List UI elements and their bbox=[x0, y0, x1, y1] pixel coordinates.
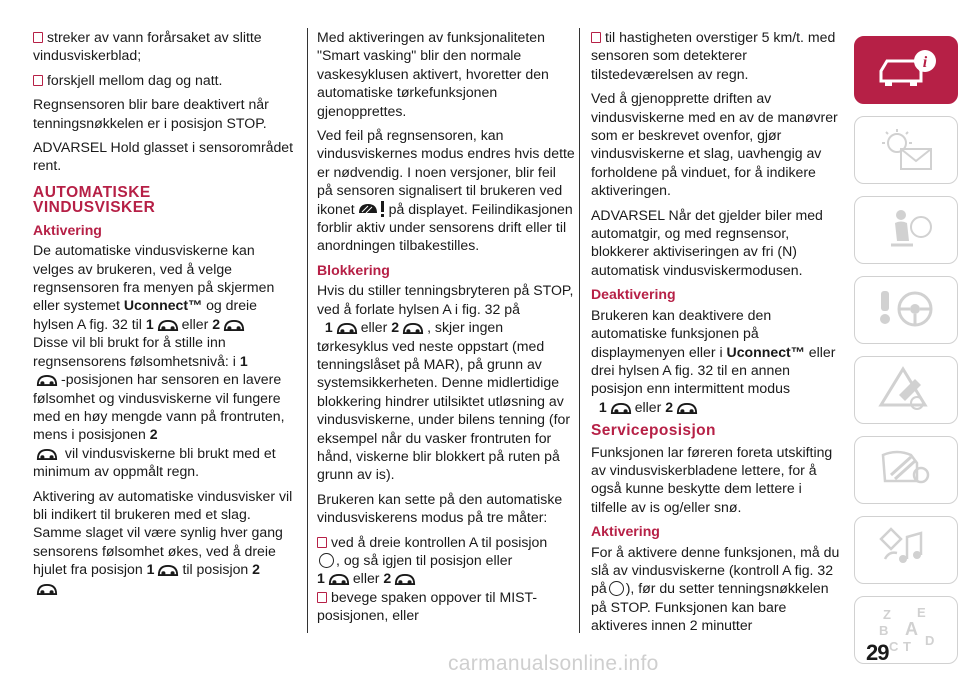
paragraph: Funksjonen lar føreren foreta utskifting av vindusviskerbladene lettere, for å også kunne beskytte dem lettere i tilfelle av is og/eller snø. bbox=[591, 443, 833, 515]
subheading-blokkering: Blokkering bbox=[317, 261, 390, 278]
warning-paragraph: ADVARSEL Når det gjelder biler med automatgir, og med regnsensor, blokkerer aktiviseringen av fri (N) automatisk vindusviskermodusen. bbox=[591, 206, 823, 278]
bullet-text: streker av vann forårsaket av slitte vindusviskerblad; bbox=[33, 29, 262, 64]
checkbox-bullet-icon bbox=[591, 32, 601, 43]
page-number: 29 bbox=[866, 640, 889, 665]
position-circle-icon bbox=[609, 581, 624, 596]
bullet-item: bevege spaken oppover til MIST-posisjonen, eller bbox=[317, 588, 538, 624]
tab-maintenance[interactable] bbox=[854, 436, 958, 504]
paragraph: Ved feil på regnsensoren, kan vindusviskernes modus endres hvis dette er nødvendig. I noen versjoner, blir feil på sensoren signalisert til brukeren ved ikonet på displayet. Feilindikasjonen forblir aktiv under sensorens drift eller til anordningen tilbakestilles. bbox=[317, 127, 575, 254]
index-letter: B bbox=[879, 623, 889, 638]
column-1 bbox=[33, 28, 295, 603]
checkbox-bullet-icon bbox=[317, 592, 327, 603]
tab-warning-lights[interactable] bbox=[854, 116, 958, 184]
tab-multimedia[interactable] bbox=[854, 516, 958, 584]
tab-car-info[interactable] bbox=[854, 36, 958, 104]
checkbox-bullet-icon bbox=[33, 75, 43, 86]
paragraph: For å aktivere denne funksjonen, må du slå av vindusviskerne (kontroll A fig. 32 på ), før du setter tenningsnøkkelen på STOP. Funksjonen kan bare aktiveres innen 2 minutter bbox=[591, 543, 840, 634]
wiper-sensitivity-icon bbox=[676, 402, 698, 415]
subheading-aktivering: Aktivering bbox=[591, 523, 660, 540]
position-circle-icon bbox=[319, 553, 334, 568]
wiper-sensitivity-icon bbox=[36, 583, 58, 596]
svg-text:i: i bbox=[922, 54, 928, 71]
bullet-item: til hastigheten overstiger 5 km/t. med sensoren som detekterer tilstedeværelsen av regn. bbox=[591, 29, 836, 82]
bullet-item bbox=[33, 71, 295, 89]
rain-sensor-fault-icon bbox=[357, 200, 387, 218]
wiper-sensitivity-icon bbox=[36, 374, 58, 387]
warning-lights-icon bbox=[877, 125, 941, 175]
wiper-sensitivity-icon bbox=[610, 402, 632, 415]
paragraph: Med aktiveringen av funksjonaliteten "Smart vasking" blir den normale vaskesyklusen aktivert, hvoretter den automatiske tørkefunksjonen gjenopprettes. bbox=[317, 29, 549, 119]
bullet-item: ved å dreie kontrollen A til posisjon , og så igjen til posisjon eller 1 eller 2 bbox=[317, 533, 548, 587]
car-info-icon bbox=[877, 45, 941, 95]
maintenance-icon bbox=[877, 445, 941, 495]
index-letter: E bbox=[917, 605, 926, 620]
warning-paragraph: ADVARSEL Hold glasset i sensorområdet rent. bbox=[33, 139, 294, 174]
wiper-sensitivity-icon bbox=[402, 322, 424, 335]
index-letter: Z bbox=[883, 607, 891, 622]
column-divider bbox=[307, 28, 308, 633]
paragraph: Brukeren kan sette på den automatiske vindusviskerens modus på tre måter: bbox=[317, 490, 563, 526]
tab-driving[interactable] bbox=[854, 276, 958, 344]
paragraph: Aktivering av automatiske vindusvisker vil bli indikert til brukeren med et slag. Samme slaget vil være synlig hver gang sensorens følsomhet økes, ved å dreie hjulet fra posisjon 1 til posisjon 2 bbox=[33, 487, 295, 597]
watermark-text: carmanualsonline.info bbox=[448, 652, 659, 675]
bullet-text: forskjell mellom dag og natt. bbox=[47, 71, 223, 88]
wiper-sensitivity-icon bbox=[157, 319, 179, 332]
emergency-icon bbox=[877, 365, 941, 415]
index-letter: D bbox=[925, 633, 935, 648]
section-heading: AUTOMATISKE VINDUSVISKER bbox=[33, 183, 156, 216]
driving-icon bbox=[877, 285, 941, 335]
column-divider bbox=[579, 28, 580, 633]
subheading-aktivering: Aktivering bbox=[33, 221, 102, 238]
safety-airbag-icon bbox=[877, 205, 941, 255]
paragraph: Ved å gjenopprette driften av vindusviskerne med en av de manøvrer som er beskrevet ovenfor, gjør vindusviskerne et slag, uavhengig av forholdene på vinduet, for å indikere aktiveringen. bbox=[591, 90, 838, 199]
index-letter: C bbox=[889, 639, 899, 654]
index-letter: T bbox=[903, 639, 911, 654]
wiper-sensitivity-icon bbox=[394, 573, 416, 586]
tab-emergency[interactable] bbox=[854, 356, 958, 424]
wiper-sensitivity-icon bbox=[336, 322, 358, 335]
tab-safety[interactable] bbox=[854, 196, 958, 264]
paragraph: Regnsensoren blir bare deaktivert når tenningsnøkkelen er i posisjon STOP. bbox=[33, 96, 269, 131]
index-letter: A bbox=[905, 619, 918, 639]
column-2 bbox=[317, 28, 575, 631]
section-heading-serviceposisjon: Serviceposisjon bbox=[591, 422, 716, 440]
bullet-item bbox=[33, 28, 295, 65]
multimedia-icon bbox=[877, 525, 941, 575]
checkbox-bullet-icon bbox=[317, 537, 327, 548]
paragraph: Brukeren kan deaktivere den automatiske funksjonen på displaymenyen eller i Uconnect™ eller drei hylsen A fig. 32 til en annen posisjon enn intermittent modus 1 eller 2 bbox=[591, 306, 836, 415]
column-3 bbox=[591, 28, 841, 641]
paragraph: De automatiske vindusviskerne kan velges av brukeren, ved å velge regnsensoren fra menyen på skjermen eller systemet Uconnect™ og dreie hylsen A fig. 32 til 1 eller 2 Disse vil bli brukt for å stille inn regnsensorens følsomhetsnivå: i 1 -posisjonen har sensoren en lavere følsomhet og vindusviskerne vil fungere med en høy mengde vann på frontruten, mens i posisjonen 2 vil vindusviskerne bli brukt med et minimum av oppmålt regn. bbox=[33, 242, 285, 480]
subheading-deaktivering: Deaktivering bbox=[591, 286, 676, 303]
checkbox-bullet-icon bbox=[33, 32, 43, 43]
wiper-sensitivity-icon bbox=[36, 448, 58, 461]
paragraph: Hvis du stiller tenningsbryteren på STOP, ved å forlate hylsen A i fig. 32 på 1 eller 2 , skjer ingen tørkesyklus ved neste oppstart (med tenningslåset på MAR), på grunn av systemsikkerheten. Denne midlertidige blokkering hindrer utilsiktet utløsning av vindusviskerne, under bilens tenning (for eksempel når du vasker frontruten for hånd, viskerne blir blokkert på ruten på grunn av is). bbox=[317, 282, 574, 483]
wiper-sensitivity-icon bbox=[223, 319, 245, 332]
wiper-sensitivity-icon bbox=[157, 564, 179, 577]
wiper-sensitivity-icon bbox=[328, 573, 350, 586]
